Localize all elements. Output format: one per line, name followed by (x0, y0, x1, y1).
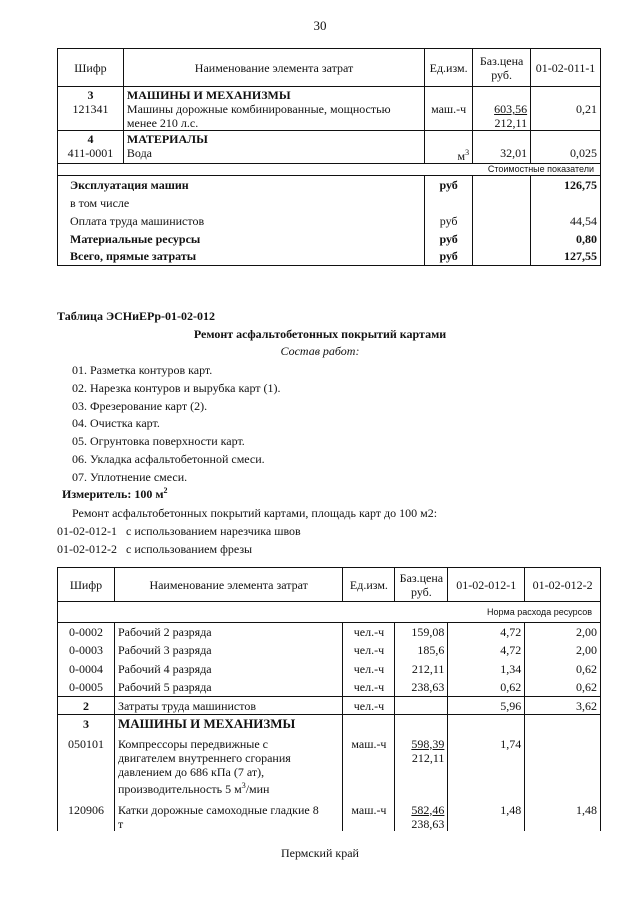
summary-row (58, 212, 601, 230)
summary-unit: руб (425, 230, 473, 248)
table-header-row (58, 49, 601, 87)
list-item: 04. Очистка карт. (72, 416, 160, 431)
composition-title: Состав работ: (280, 344, 360, 358)
table-row (58, 678, 601, 697)
summary-rows (58, 176, 601, 266)
row-code: 0-0003 (58, 641, 115, 660)
row-name: Рабочий 3 разряда (114, 641, 343, 660)
summary-unit: руб (425, 176, 473, 194)
summary-label: Эксплуатация машин (58, 176, 425, 194)
summary-label: в том числе (58, 194, 425, 212)
header-price: Баз.цена руб. (473, 49, 531, 87)
row-norm-1: 4,72 (448, 623, 525, 642)
summary-value: 44,54 (531, 212, 601, 230)
norm-label-row: Норма расхода ресурсов (58, 602, 601, 623)
list-item: 01. Разметка контуров карт. (72, 363, 213, 377)
summary-row (58, 230, 601, 248)
row-code: 0-0002 (58, 623, 115, 642)
table-row (58, 641, 601, 660)
list-item: 03. Фрезерование карт (2). (72, 398, 208, 413)
summary-unit (425, 194, 473, 212)
row-name: Рабочий 5 разряда (114, 678, 343, 697)
row-norm-1: 1,34 (448, 660, 525, 679)
header-norm: 01-02-011-1 (531, 49, 601, 87)
variant-2: 01-02-012-2 с использованием фрезы (57, 542, 253, 556)
header-code: Шифр (58, 49, 124, 87)
row-unit: чел.-ч (343, 623, 395, 642)
row-code: 0-0004 (58, 660, 115, 679)
summary-label: Оплата труда машинистов (58, 212, 425, 230)
works-list (72, 362, 281, 487)
summary-value: 126,75 (531, 176, 601, 194)
list-item: 07. Уплотнение смеси. (72, 469, 188, 484)
list-item: 05. Огрунтовка поверхности карт. (72, 434, 245, 449)
header-name: Наименование элемента затрат (114, 568, 343, 602)
cost-indicators-row: Стоимостные показатели (58, 164, 601, 176)
description: Ремонт асфальтобетонных покрытий картами, площадь карт до 100 м2: (72, 506, 438, 520)
meter-label: Измеритель: 100 $м^2$ (62, 486, 168, 501)
table-row: 120906 Катки дорожные самоходные гладкие 8 т маш.-ч 582,46 238,63 1,48 1,48 (58, 803, 601, 831)
worker-rows (58, 623, 601, 697)
header-unit: Ед.изм. (343, 568, 395, 602)
row-price: 185,6 (395, 641, 448, 660)
row-norm-2: 2,00 (525, 623, 601, 642)
row-norm-2: 0,62 (525, 678, 601, 697)
row-norm-2: 0,62 (525, 660, 601, 679)
page-number: 30 (313, 18, 327, 33)
table-row: 121341 Машины дорожные комбинированные, мощностью менее 210 л.с. маш.-ч 603,56 212,11 0,21 (58, 102, 601, 131)
table-row: 411-0001 Вода $м^3$ 32,01 0,025 (58, 146, 601, 164)
row-unit: чел.-ч (343, 678, 395, 697)
operators-row: 2 Затраты труда машинистов чел.-ч 5,96 3,62 (58, 697, 601, 715)
summary-label: Материальные ресурсы (58, 230, 425, 248)
cost-table-01-02-011 (57, 48, 601, 266)
row-norm-1: 0,62 (448, 678, 525, 697)
row-price: 238,63 (395, 678, 448, 697)
list-item: 02. Нарезка контуров и вырубка карт (1). (72, 380, 281, 395)
header-code: Шифр (58, 568, 115, 602)
header-price: Баз.цена руб. (395, 568, 448, 602)
table-row (58, 660, 601, 679)
machines-section-row: 3 МАШИНЫ И МЕХАНИЗМЫ (58, 715, 601, 733)
row-code: 0-0005 (58, 678, 115, 697)
header-unit: Ед.изм. (425, 49, 473, 87)
footer-region: Пермский край (281, 846, 359, 860)
header-norm-2: 01-02-012-2 (525, 568, 601, 602)
summary-row (58, 176, 601, 194)
table-header-row (58, 568, 601, 602)
row-price: 212,11 (395, 660, 448, 679)
summary-value: 0,80 (531, 230, 601, 248)
row-name: Рабочий 2 разряда (114, 623, 343, 642)
header-name: Наименование элемента затрат (123, 49, 424, 87)
summary-unit: руб (425, 248, 473, 266)
header-norm-1: 01-02-012-1 (448, 568, 525, 602)
list-item: 06. Укладка асфальтобетонной смеси. (72, 451, 265, 466)
summary-unit: руб (425, 212, 473, 230)
row-norm-2: 2,00 (525, 641, 601, 660)
materials-section-row: 4 МАТЕРИАЛЫ (58, 131, 601, 147)
summary-value (531, 194, 601, 212)
cost-table-01-02-012 (57, 567, 601, 831)
variant-1: 01-02-012-1 с использованием нарезчика швов (57, 524, 301, 538)
table-code-line: Таблица ЭСНиЕРр-01-02-012 (57, 309, 216, 323)
row-unit: чел.-ч (343, 660, 395, 679)
summary-row (58, 248, 601, 266)
summary-label: Всего, прямые затраты (58, 248, 425, 266)
table-title: Ремонт асфальтобетонных покрытий картами (193, 327, 447, 341)
row-name: Рабочий 4 разряда (114, 660, 343, 679)
row-price: 159,08 (395, 623, 448, 642)
machines-section-row: 3 МАШИНЫ И МЕХАНИЗМЫ (58, 87, 601, 103)
summary-row (58, 194, 601, 212)
row-norm-1: 4,72 (448, 641, 525, 660)
row-unit: чел.-ч (343, 641, 395, 660)
table-row: 050101 Компрессоры передвижные с двигателем внутреннего сгорания давлением до 686 кПа (7 ат), производительность 5 $м^3$/мин маш.-ч 598,39 212,11 1,74 (58, 733, 601, 803)
summary-value: 127,55 (531, 248, 601, 266)
table-row (58, 623, 601, 642)
